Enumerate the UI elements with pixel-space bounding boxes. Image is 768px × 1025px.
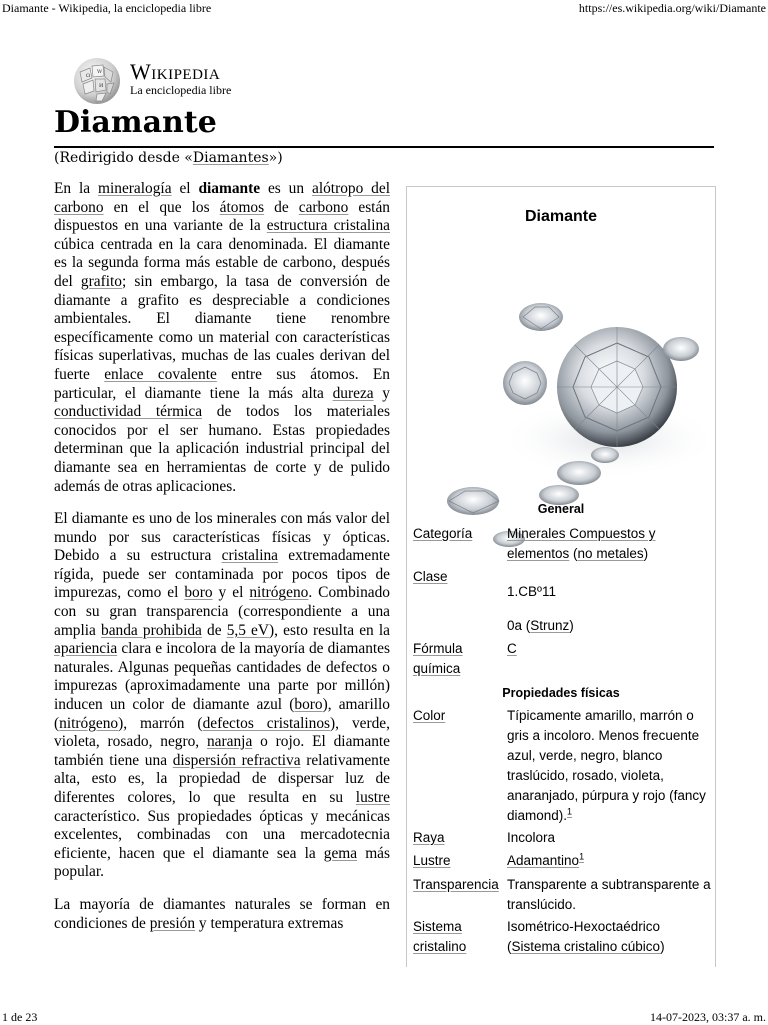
medium-diamond	[503, 361, 547, 405]
section-physical: Propiedades físicas	[502, 686, 620, 700]
link-conductividad-termica[interactable]: conductividad térmica	[54, 403, 203, 421]
link-minerales-compuestos[interactable]: Minerales Compuestos y elementos	[507, 526, 656, 561]
text: ), verde, violeta, rosado, negro,	[54, 714, 390, 751]
link-alotropo[interactable]: alótropo del carbono	[54, 180, 390, 216]
text: de	[264, 198, 299, 216]
text: están dispuestos en una variante de la	[54, 198, 390, 235]
link-presion[interactable]: presión	[149, 914, 196, 932]
section-general: General	[537, 502, 585, 516]
footnote-ref[interactable]: 1	[567, 806, 573, 817]
text: y el	[212, 584, 250, 602]
svg-text:W: W	[97, 69, 103, 75]
svg-text:И: И	[99, 83, 104, 89]
text: ), amarillo (	[54, 696, 391, 732]
label-sistema[interactable]	[413, 917, 501, 957]
link-apariencia[interactable]: apariencia	[54, 640, 118, 658]
label-text: Fórmula química	[413, 641, 463, 676]
footnote-ref[interactable]: 1	[579, 851, 585, 862]
text: La mayoría de diamantes naturales se forman en condiciones de	[54, 895, 390, 932]
link-grafito[interactable]: grafito	[80, 272, 122, 290]
link-carbono[interactable]: carbono	[298, 198, 349, 216]
value-lustre	[507, 851, 711, 871]
wordmark-text: Wikipedia	[130, 59, 221, 84]
link-gema[interactable]: gema	[323, 844, 358, 862]
label-text: Raya	[413, 830, 445, 845]
paragraph-2	[54, 510, 390, 882]
text: de todos los materiales conocidos por el ser humano. Estas propiedades determinan que la aplicación industrial principal del diamante sea en herramientas de corte y de pulido además de otras aplicaciones.	[54, 403, 390, 495]
label-color[interactable]	[413, 706, 501, 726]
link-dureza[interactable]: dureza	[332, 384, 374, 402]
text: más popular.	[54, 844, 390, 881]
wikipedia-tagline: La enciclopedia libre	[130, 83, 232, 97]
title-divider	[54, 146, 714, 148]
label-formula[interactable]	[413, 639, 501, 679]
link-nitrogeno[interactable]: nitrógeno	[249, 584, 309, 602]
text: en el que los	[103, 198, 220, 216]
text: y	[373, 384, 390, 402]
page-title: Diamante	[54, 105, 217, 140]
svg-text:Ω: Ω	[86, 73, 91, 79]
bold-term: diamante	[198, 180, 261, 197]
link-dispersion-refractiva[interactable]: dispersión refractiva	[172, 751, 301, 769]
label-text: Lustre	[413, 853, 451, 868]
label-lustre[interactable]	[413, 851, 501, 871]
link-boro-2[interactable]: boro	[294, 696, 323, 714]
link-nitrogeno-2[interactable]: nitrógeno	[59, 714, 119, 732]
label-text: Sistema cristalino	[413, 919, 467, 954]
link-carbon[interactable]: C	[507, 641, 517, 656]
text: es un	[260, 180, 312, 197]
value-transparencia: Transparente a subtransparente a translúcido.	[507, 877, 711, 912]
large-diamond	[557, 327, 677, 447]
text: ; sin embargo, la tasa de conversión de diamante a grafito es despreciable a condiciones ambientales. El diamante tiene renombre específicamente como un material con características físicas superlativas, muchas de las cuales derivan del fuerte	[54, 272, 391, 383]
text: Isométrico-Hexoctaédrico	[507, 919, 661, 934]
link-no-metales[interactable]: no metales	[577, 546, 644, 561]
text: o rojo. El diamante también tiene una	[54, 733, 391, 769]
text: ), esto resulta en la	[269, 621, 390, 639]
wikipedia-wordmark[interactable]	[130, 60, 220, 84]
text: . Combinado con su gran transparencia (correspondiente a una amplia	[54, 584, 390, 639]
page-counter: 1 de 23	[2, 1010, 38, 1024]
link-strunz[interactable]: Strunz	[530, 618, 570, 633]
link-atomos[interactable]: átomos	[219, 198, 265, 216]
text: ), marrón (	[118, 714, 203, 732]
small-diamond-top	[519, 303, 563, 331]
value-formula	[507, 639, 711, 659]
text: entre sus átomos. En particular, el diamante tiene la más alta	[54, 365, 390, 402]
redirect-prefix: (Redirigido desde «	[54, 150, 193, 166]
value-clase-2	[507, 616, 711, 636]
article-body	[54, 180, 390, 947]
redirect-note	[54, 149, 283, 167]
link-mineralogia[interactable]: mineralogía	[98, 180, 172, 197]
value-color	[507, 706, 711, 826]
label-text: Transparencia	[413, 877, 499, 892]
infobox	[406, 186, 716, 967]
print-datetime: 14-07-2023, 03:37 a. m.	[650, 1010, 766, 1024]
browser-page-title: Diamante - Wikipedia, la enciclopedia libre	[2, 1, 212, 15]
link-naranja[interactable]: naranja	[206, 733, 253, 751]
value-categoria: Minerales Compuestos y elementos (no metales)	[507, 526, 656, 561]
label-raya[interactable]	[413, 828, 501, 848]
redirect-suffix: »)	[268, 150, 283, 166]
text: característico. Sus propiedades ópticas y mecánicas excelentes, combinadas con una mercadotecnia eficiente, hacen que el diamante sea la	[54, 807, 390, 862]
text: y temperatura extremas	[195, 914, 344, 932]
label-text: Categoría	[413, 526, 473, 541]
text: )	[569, 618, 574, 633]
text: 0a (	[507, 618, 531, 633]
value-raya: Incolora	[507, 830, 556, 845]
browser-url: https://es.wikipedia.org/wiki/Diamante	[578, 1, 766, 15]
wikipedia-globe-logo-icon[interactable]	[72, 56, 122, 106]
link-adamantino[interactable]: Adamantino	[507, 853, 580, 868]
link-banda-prohibida[interactable]: banda prohibida	[101, 621, 202, 639]
label-categoria[interactable]	[413, 524, 501, 544]
value-sistema: Isométrico-Hexoctaédrico (Sistema cristalino cúbico)	[507, 919, 665, 954]
link-ev[interactable]: 5,5 eV	[226, 621, 270, 639]
link-defectos-cristalinos[interactable]: defectos cristalinos	[202, 714, 331, 732]
link-lustre[interactable]: lustre	[355, 789, 390, 806]
label-text: Color	[413, 708, 446, 723]
label-text: Clase	[413, 569, 448, 584]
paragraph-3	[54, 896, 390, 933]
redirect-link[interactable]: Diamantes	[192, 150, 269, 166]
text: cúbica centrada en la cara denominada. El diamante es la segunda forma más estable de carbono, después del	[54, 235, 390, 290]
text: de	[201, 621, 227, 639]
link-enlace-covalente[interactable]: enlace covalente	[104, 365, 217, 383]
text: Típicamente amarillo, marrón o gris a incoloro. Menos frecuente azul, verde, negro, blanco traslúcido, rosado, violeta, anaranjado, púrpura y rojo (fancy diamond).	[507, 708, 706, 823]
infobox-title: Diamante	[524, 208, 598, 225]
text: relativamente alta, esto es, la propiedad de dispersar luz de diferentes colores, lo que resulta en su	[54, 751, 390, 806]
link-estructura-cristalina[interactable]: estructura cristalina	[266, 217, 390, 235]
link-sistema-cubico[interactable]: Sistema cristalino cúbico	[511, 939, 661, 954]
small-diamond-right	[663, 337, 699, 361]
label-clase[interactable]	[413, 567, 501, 587]
diamonds-image[interactable]	[409, 239, 713, 679]
text: el	[171, 180, 199, 197]
value-clase-1: 1.CBº11	[507, 584, 556, 599]
text: En la	[54, 180, 99, 197]
paragraph-1	[54, 180, 390, 496]
text: El diamante es uno de los minerales con más valor del mundo por sus características físicas y ópticas. Debido a su estructura	[54, 510, 390, 565]
label-transparencia[interactable]	[413, 875, 507, 895]
text: clara e incolora de la mayoría de diamantes naturales. Algunas pequeñas cantidades de defectos o impurezas (aproximadamente una parte por millón) inducen un color de diamante azul (	[54, 640, 390, 714]
link-cristalina[interactable]: cristalina	[221, 547, 279, 565]
text: extremadamente rígida, puede ser contaminada por pocos tipos de impurezas, como el	[54, 547, 390, 602]
link-boro[interactable]: boro	[184, 584, 213, 602]
